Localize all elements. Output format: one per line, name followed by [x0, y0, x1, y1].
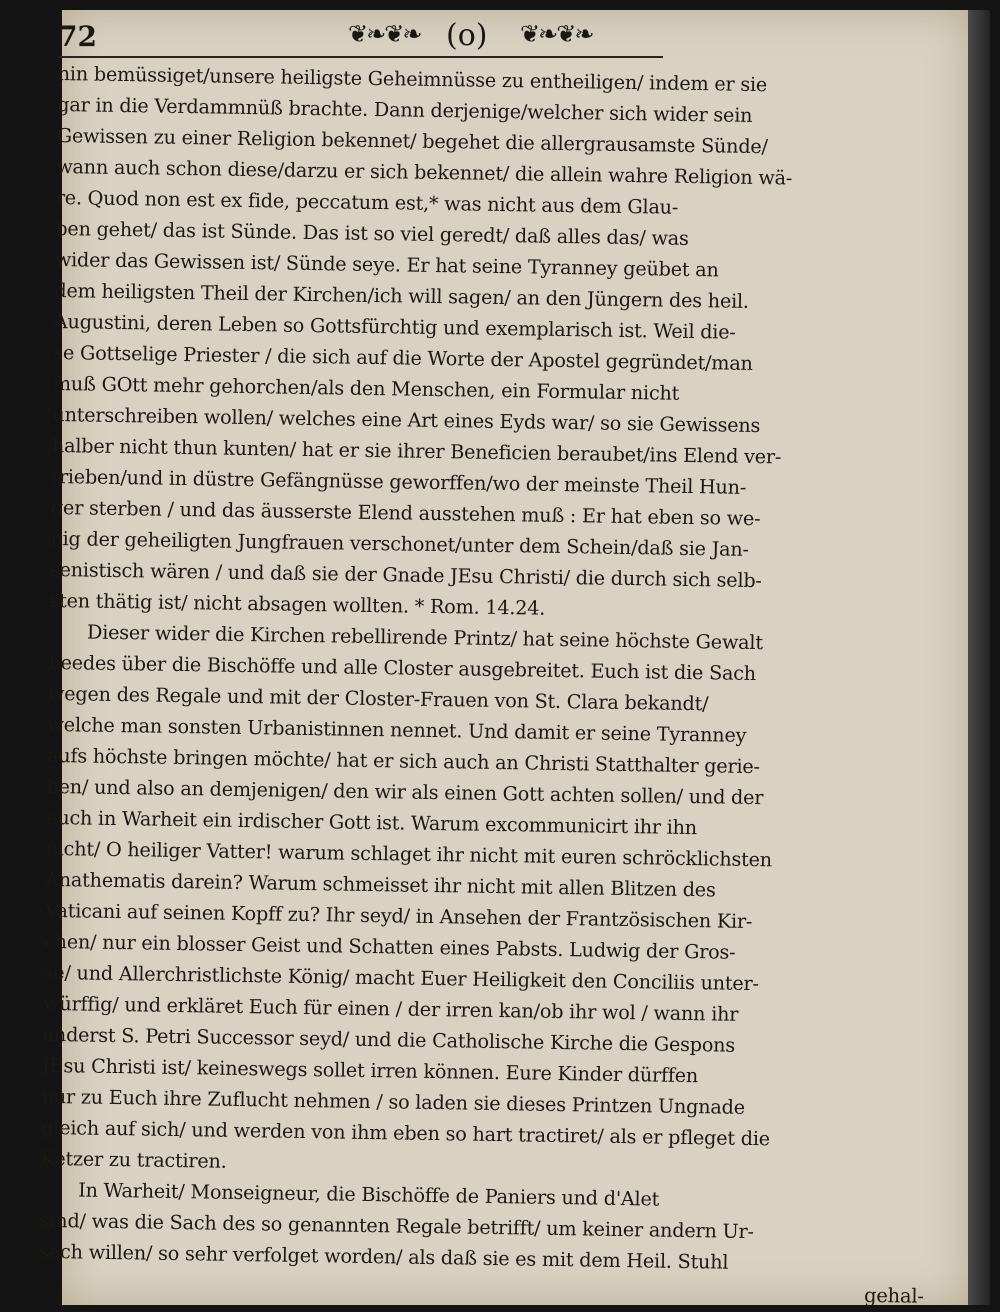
- text-line: beedes über die Bischöffe und alle Closter ausgebreitet. Euch ist die Sach: [48, 650, 757, 686]
- text-line: welche man sonsten Urbanistinnen nennet. Und damit er seine Tyranney: [47, 712, 747, 747]
- page-header: [58, 14, 648, 54]
- header-rule: [58, 56, 663, 58]
- text-line: ben gehet/ das ist Sünde. Das ist so viel geredt/ daß alles das/ was: [55, 216, 689, 250]
- text-line: Ketzer zu tractiren.: [40, 1146, 227, 1173]
- text-line: JEsu Christi ist/ keineswegs sollet irren können. Eure Kinder dürffen: [41, 1053, 699, 1088]
- text-line: senistisch wären / und daß sie der Gnade JEsu Christi/ die durch sich selb-: [49, 557, 762, 593]
- text-line: Gewissen zu einer Religion bekennet/ begehet die allergrausamste Sünde/: [56, 123, 768, 159]
- text-line: sten thätig ist/ nicht absagen wollten. * Rom. 14.24.: [49, 588, 546, 620]
- text-line: Dieser wider die Kirchen rebellirende Printz/ hat seine höchste Gewalt: [86, 620, 763, 655]
- text-line: muß GOtt mehr gehorchen/als den Menschen, ein Formular nicht: [52, 371, 680, 405]
- text-line: ger sterben / und das äusserste Elend ausstehen muß : Er hat eben so we-: [50, 495, 761, 531]
- signature-mark: (o): [446, 18, 488, 53]
- text-line: wegen des Regale und mit der Closter-Frauen von St. Clara bekandt/: [47, 681, 709, 716]
- text-line: In Warheit/ Monseigneur, die Bischöffe de Paniers und d'Alet: [78, 1178, 660, 1211]
- text-line: re. Quod non est ex fide, peccatum est,* was nicht aus dem Glau-: [55, 185, 679, 219]
- text-line: Augustini, deren Leben so Gottsfürchtig und exemplarisch ist. Weil die-: [53, 309, 736, 344]
- text-line: ben/ und also an demjenigen/ den wir als einen Gott achten sollen/ und der: [46, 774, 764, 810]
- text-line: gleich auf sich/ und werden von ihm eben so hart tractiret/ als er pfleget die: [41, 1115, 771, 1151]
- text-line: Vaticani auf seinen Kopff zu? Ihr seyd/ in Ansehen der Frantzösischen Kir-: [44, 898, 753, 934]
- ornament-right-icon: ❦❧❦❧: [520, 20, 593, 48]
- text-line: halber nicht thun kunten/ hat er sie ihrer Beneficien beraubet/ins Elend ver-: [51, 433, 782, 469]
- text-line: trieben/und in düstre Gefängnüsse geworffen/wo der meinste Theil Hun-: [51, 464, 747, 499]
- text-line: wann auch schon diese/darzu er sich bekennet/ die allein wahre Religion wä-: [56, 154, 793, 190]
- text-line: nig der geheiligten Jungfrauen verschonet/unter dem Schein/daß sie Jan-: [50, 526, 749, 561]
- text-line: sach willen/ so sehr verfolget worden/ als daß sie es mit dem Heil. Stuhl: [39, 1239, 729, 1274]
- text-line: gar in die Verdammnüß brachte. Dann derjenige/welcher sich wider sein: [57, 92, 753, 127]
- text-line: se Gottselige Priester / die sich auf die Worte der Apostel gegründet/man: [53, 340, 753, 375]
- text-line: auch in Warheit ein irdischer Gott ist. Warum excommunicirt ihr ihn: [45, 805, 698, 840]
- text-line: nur zu Euch ihre Zuflucht nehmen / so laden sie dieses Printzen Ungnade: [41, 1084, 746, 1119]
- text-line: Anathematis darein? Warum schmeisset ihr nicht mit allen Blitzen des: [44, 867, 716, 902]
- text-line: chen/ nur ein blosser Geist und Schatten eines Pabsts. Ludwig der Gros-: [43, 929, 736, 964]
- text-line: hin bemüssiget/unsere heiligste Geheimnüsse zu entheiligen/ indem er sie: [57, 61, 768, 97]
- page-edge: [968, 10, 990, 1305]
- text-line: würffig/ und erkläret Euch für einen / der irren kan/ob ihr wol / wann ihr: [42, 991, 739, 1026]
- body-text: [39, 58, 953, 1312]
- text-line: sind/ was die Sach des so genannten Regale betrifft/ um keiner andern Ur-: [39, 1208, 754, 1244]
- text-line: anderst S. Petri Successor seyd/ und die Catholische Kirche die Gespons: [42, 1022, 736, 1057]
- text-line: se/ und Allerchristlichste König/ macht Euer Heiligkeit den Conciliis unter-: [43, 960, 759, 996]
- catchword: gehal-: [863, 1283, 924, 1308]
- text-line: aufs höchste bringen möchte/ hat er sich auch an Christi Statthalter gerie-: [46, 743, 760, 779]
- text-line: nicht/ O heiliger Vatter! warum schlaget ihr nicht mit euren schröcklichsten: [45, 836, 773, 872]
- ornament-left-icon: ❦❧❦❧: [348, 20, 421, 48]
- text-line: unterschreiben wollen/ welches eine Art eines Eyds war/ so sie Gewissens: [52, 402, 761, 438]
- page-number: 72: [58, 20, 97, 53]
- text-line: wider das Gewissen ist/ Sünde seye. Er hat seine Tyranney geübet an: [54, 247, 719, 282]
- text-line: dem heiligsten Theil der Kirchen/ich will sagen/ an den Jüngern des heil.: [54, 278, 749, 313]
